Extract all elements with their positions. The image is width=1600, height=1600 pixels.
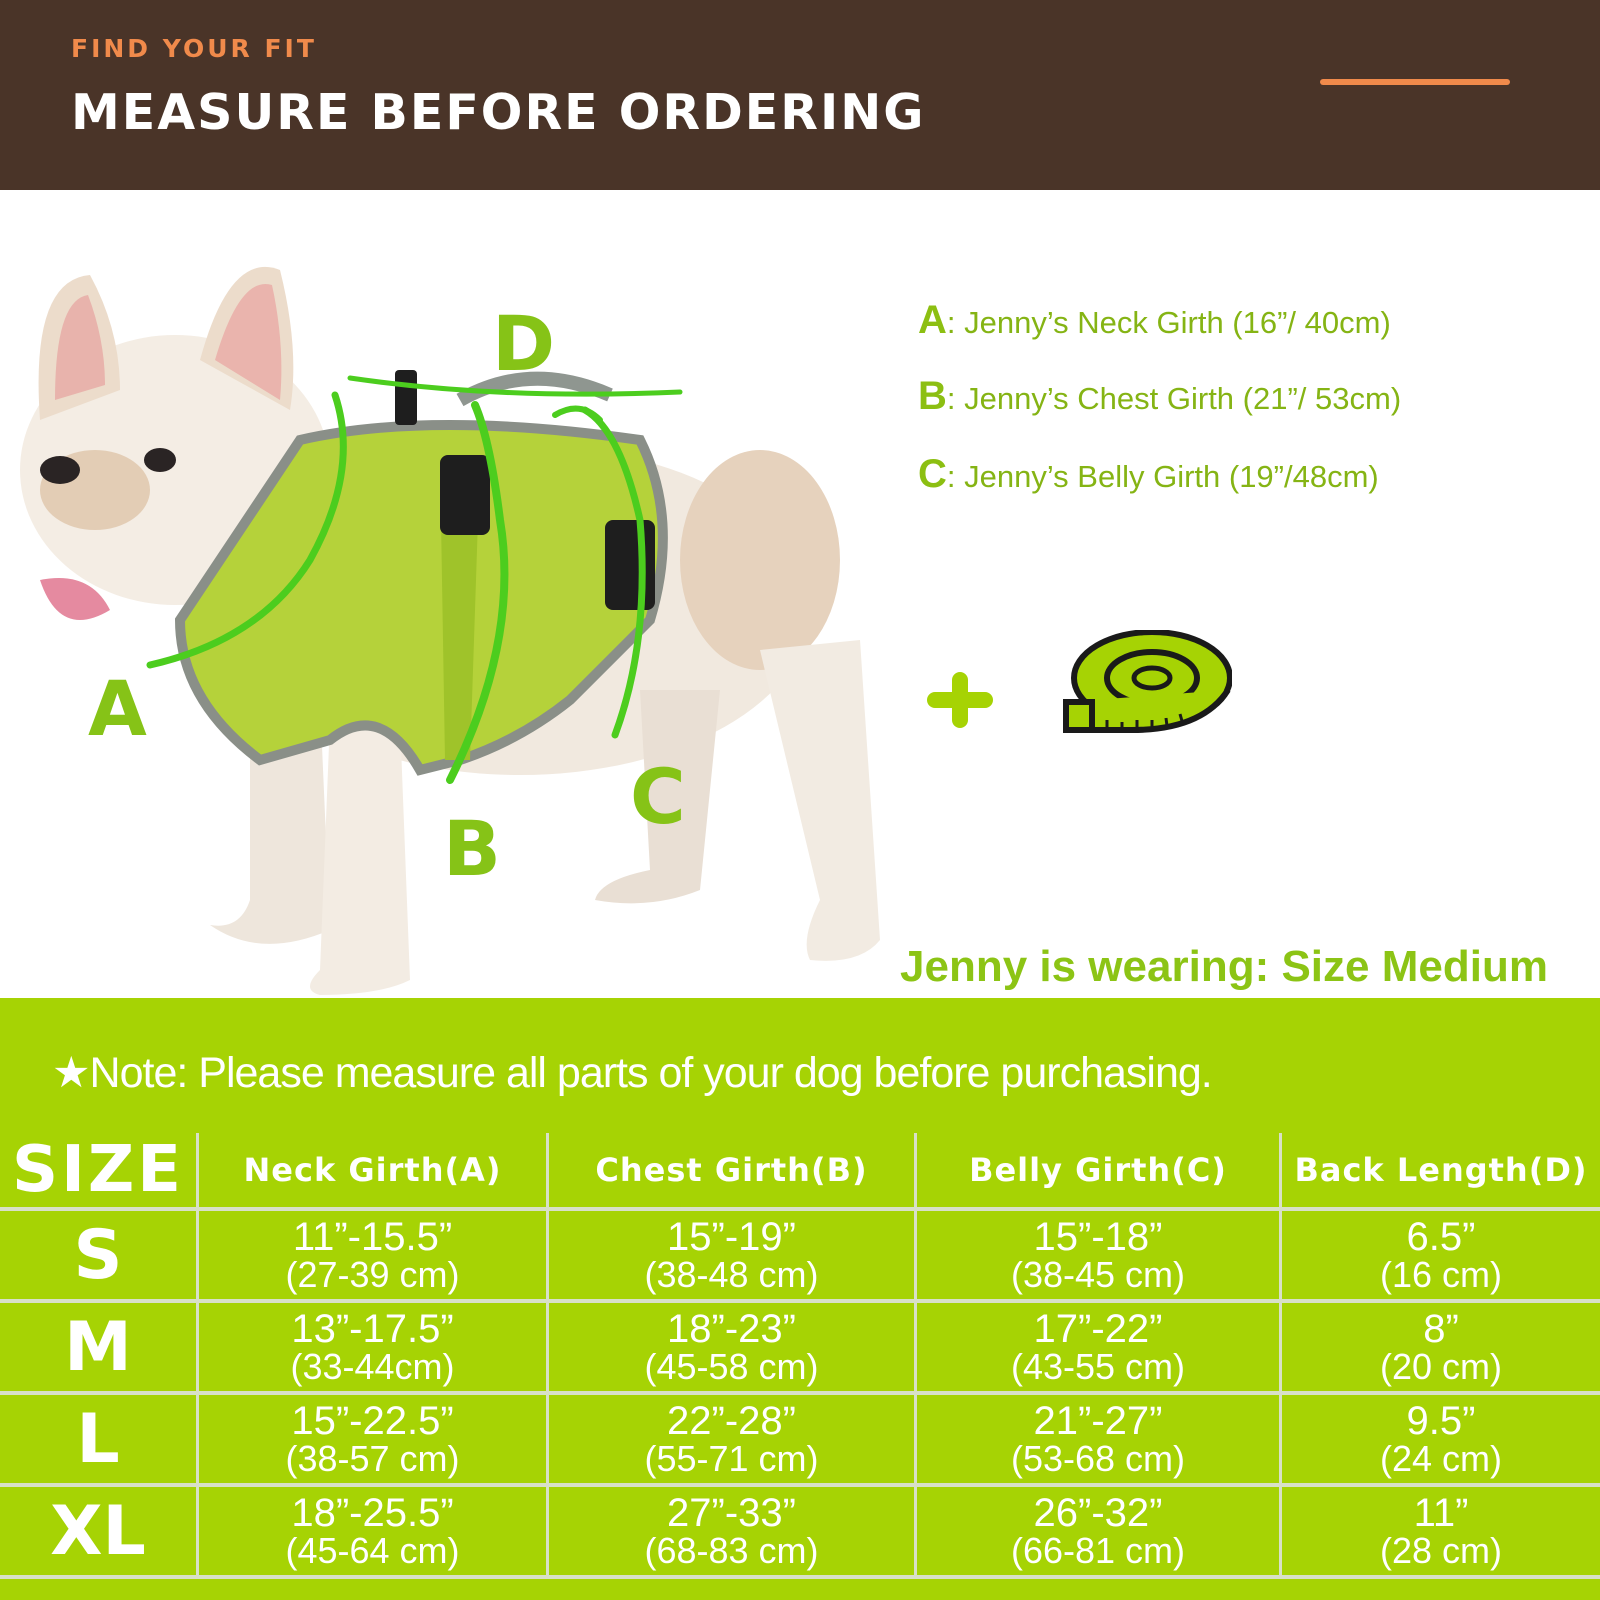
back-cell [1281, 1485, 1600, 1577]
header-banner [0, 0, 1600, 190]
neck-inches: 18”-25.5” [291, 1491, 454, 1535]
label-a: A [88, 664, 147, 753]
belly-cm: (43-55 cm) [1010, 1346, 1186, 1387]
chest-cm: (68-83 cm) [644, 1530, 819, 1571]
legend-text-c: : Jenny’s Belly Girth (19”/48cm) [946, 459, 1379, 494]
legend-letter-a: A [918, 298, 947, 342]
size-chart-table [0, 1133, 1600, 1579]
belly-inches: 21”-27” [1033, 1399, 1163, 1443]
belly-cell [916, 1485, 1281, 1577]
chest-inches: 18”-23” [667, 1307, 796, 1351]
belly-cm: (53-68 cm) [1010, 1438, 1186, 1479]
legend-belly [918, 452, 1379, 497]
size-label: XL [0, 1485, 198, 1577]
legend-letter-c: C [918, 452, 947, 496]
neck-inches: 13”-17.5” [291, 1307, 454, 1351]
wearing-size-caption: Jenny is wearing: Size Medium [900, 942, 1548, 991]
table-header-row [0, 1133, 1600, 1209]
belly-cm: (38-45 cm) [1010, 1254, 1186, 1295]
neck-cm: (33-44cm) [290, 1346, 455, 1387]
chest-cm: (45-58 cm) [644, 1346, 819, 1387]
chest-inches: 15”-19” [667, 1215, 796, 1259]
chest-cm: (55-71 cm) [644, 1438, 819, 1479]
belly-cell [916, 1393, 1281, 1485]
chest-cell [548, 1485, 916, 1577]
plus-icon [925, 670, 995, 730]
table-row [0, 1301, 1600, 1393]
neck-cell [198, 1209, 548, 1301]
chest-cell [548, 1209, 916, 1301]
label-b: B [443, 804, 501, 893]
accent-bar [1320, 79, 1510, 85]
chest-inches: 22”-28” [667, 1399, 796, 1443]
back-inches: 6.5” [1406, 1215, 1476, 1259]
page-title: MEASURE BEFORE ORDERING [71, 84, 926, 141]
size-label: M [0, 1301, 198, 1393]
belly-inches: 17”-22” [1033, 1307, 1163, 1351]
belly-cm: (66-81 cm) [1010, 1530, 1186, 1571]
legend-text-b: : Jenny’s Chest Girth (21”/ 53cm) [946, 381, 1402, 416]
back-cm: (28 cm) [1379, 1530, 1502, 1571]
neck-cm: (38-57 cm) [285, 1438, 460, 1479]
label-c: C [630, 752, 686, 841]
legend-letter-b: B [918, 374, 947, 418]
neck-inches: 15”-22.5” [291, 1399, 454, 1443]
neck-cell [198, 1393, 548, 1485]
header-belly-girth: Belly Girth(C) [916, 1133, 1281, 1209]
dog-measurement-illustration [0, 190, 900, 1000]
legend-text-a: : Jenny’s Neck Girth (16”/ 40cm) [946, 305, 1391, 340]
chest-cell [548, 1393, 916, 1485]
neck-inches: 11”-15.5” [292, 1215, 453, 1259]
label-d: D [492, 299, 556, 388]
back-cm: (24 cm) [1379, 1438, 1502, 1479]
neck-cell [198, 1485, 548, 1577]
back-cell [1281, 1301, 1600, 1393]
table-row [0, 1485, 1600, 1577]
back-cell [1281, 1393, 1600, 1485]
belly-inches: 26”-32” [1033, 1491, 1163, 1535]
legend-neck [918, 298, 1391, 343]
back-cm: (16 cm) [1379, 1254, 1502, 1295]
table-row [0, 1209, 1600, 1301]
chest-cell [548, 1301, 916, 1393]
measuring-tape-icon [1062, 630, 1232, 750]
header-back-length: Back Length(D) [1281, 1133, 1600, 1209]
neck-cell [198, 1301, 548, 1393]
header-neck-girth: Neck Girth(A) [198, 1133, 548, 1209]
dog-back-leg-right [760, 640, 880, 961]
size-label: S [0, 1209, 198, 1301]
neck-cm: (45-64 cm) [285, 1530, 460, 1571]
belly-cell [916, 1209, 1281, 1301]
back-cell [1281, 1209, 1600, 1301]
dog-front-leg-right [310, 720, 410, 995]
neck-cm: (27-39 cm) [285, 1254, 460, 1295]
belly-inches: 15”-18” [1033, 1215, 1163, 1259]
chest-cm: (38-48 cm) [644, 1254, 819, 1295]
measure-note: ★Note: Please measure all parts of your dog before purchasing. [52, 1049, 1212, 1097]
header-chest-girth: Chest Girth(B) [548, 1133, 916, 1209]
harness-buckle [440, 455, 490, 535]
belly-cell [916, 1301, 1281, 1393]
eyebrow-text: FIND YOUR FIT [71, 34, 317, 63]
chest-inches: 27”-33” [667, 1491, 796, 1535]
header-size: SIZE [0, 1133, 198, 1209]
back-inches: 9.5” [1406, 1399, 1476, 1443]
back-inches: 8” [1423, 1307, 1459, 1351]
table-row [0, 1393, 1600, 1485]
size-label: L [0, 1393, 198, 1485]
back-inches: 11” [1413, 1491, 1469, 1535]
legend-chest [918, 374, 1401, 419]
back-cm: (20 cm) [1379, 1346, 1502, 1387]
